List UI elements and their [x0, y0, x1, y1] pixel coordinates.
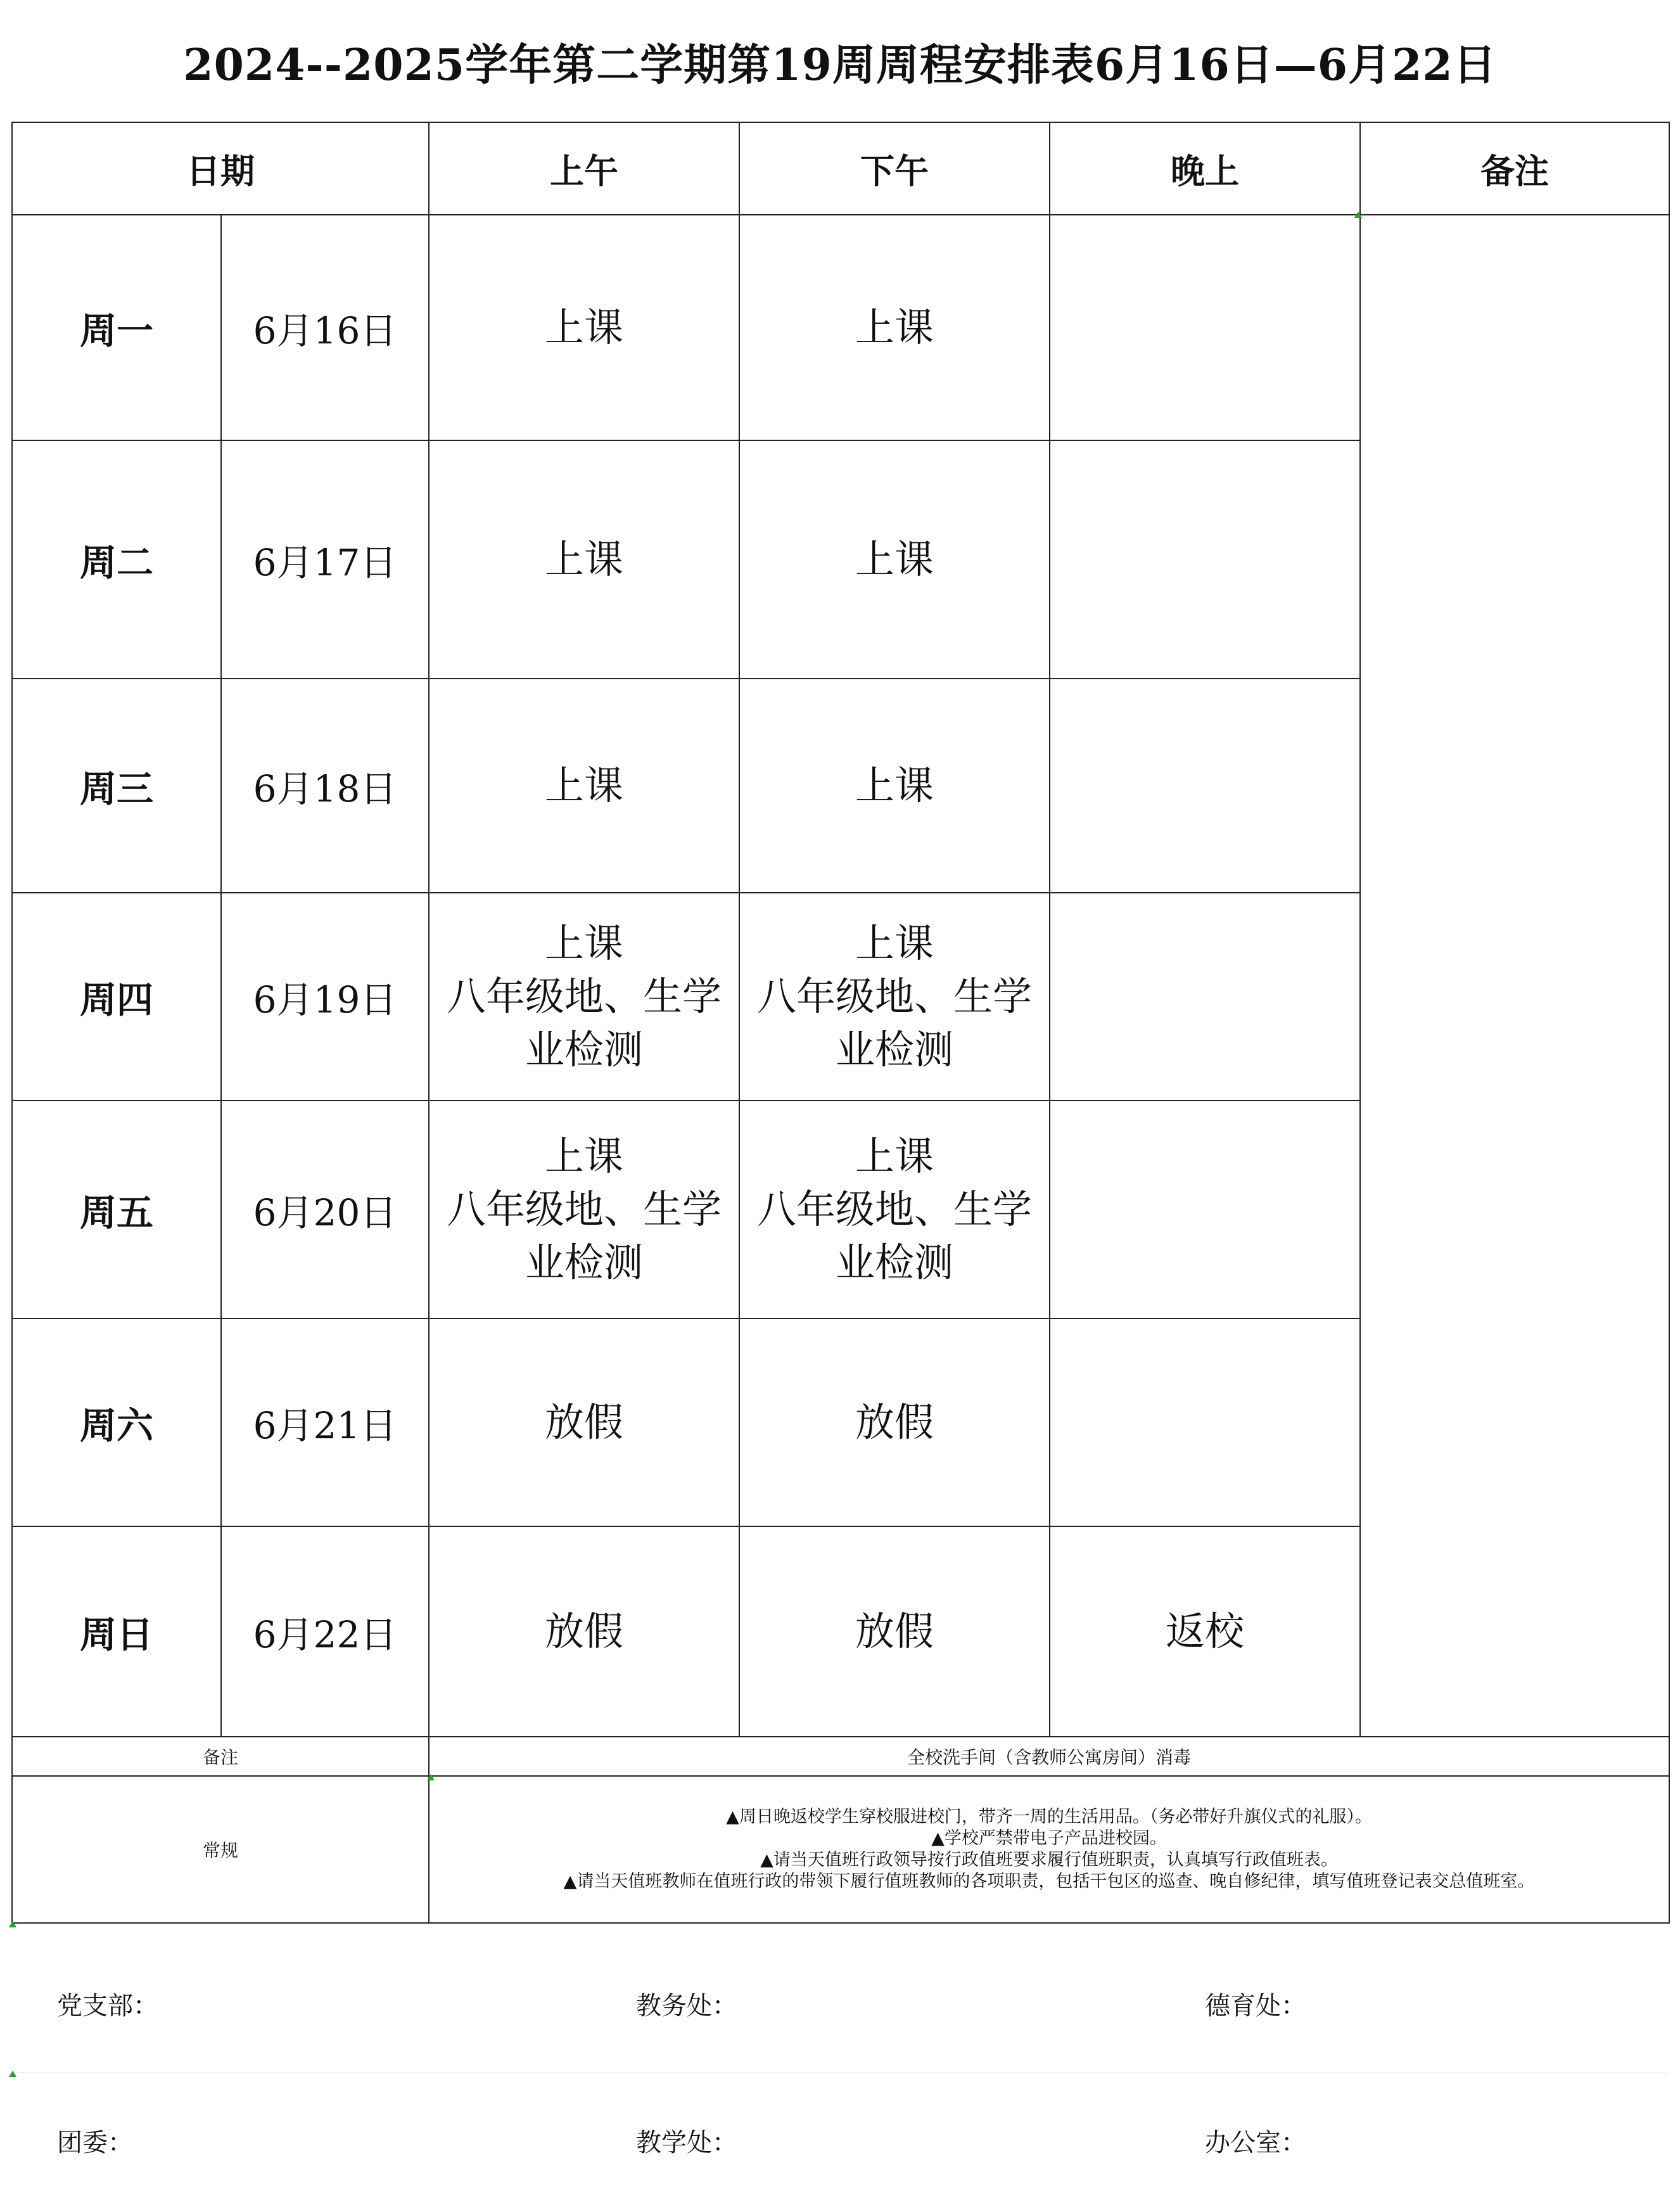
day-cell: 周一	[12, 215, 221, 440]
morning-line: 放假	[544, 1608, 623, 1654]
header-morning: 上午	[429, 122, 739, 215]
date-cell: 6月18日	[221, 679, 429, 893]
routine-label: 常规	[12, 1776, 429, 1923]
day-cell: 周四	[12, 893, 221, 1101]
afternoon-line: 上课	[855, 920, 934, 966]
header-evening: 晚上	[1050, 122, 1360, 215]
evening-cell	[1050, 215, 1360, 440]
afternoon-cell	[739, 893, 1050, 1101]
footer-separator	[11, 2072, 1669, 2073]
table-row	[12, 215, 1669, 440]
evening-cell: 返校	[1050, 1526, 1360, 1737]
schedule-sheet	[11, 0, 1669, 2199]
afternoon-line: 上课	[855, 1133, 934, 1179]
day-cell: 周六	[12, 1319, 221, 1526]
morning-line: 上课	[544, 920, 623, 966]
morning-line: 业检测	[525, 1239, 643, 1286]
signature-general-office: 办公室：	[1205, 2128, 1306, 2157]
cell-marker-icon	[9, 2071, 16, 2077]
morning-line: 上课	[544, 762, 623, 808]
afternoon-cell	[739, 1319, 1050, 1526]
routine-line: ▲周日晚返校学生穿校服进校门，带齐一周的生活用品。（务必带好升旗仪式的礼服）。	[726, 1807, 1372, 1827]
cell-marker-icon	[1354, 212, 1362, 218]
evening-cell	[1050, 893, 1360, 1101]
date-cell: 6月19日	[221, 893, 429, 1101]
afternoon-cell	[739, 440, 1050, 679]
remarks-column	[1360, 215, 1669, 1737]
afternoon-line: 放假	[855, 1399, 934, 1445]
afternoon-line: 上课	[855, 304, 934, 350]
afternoon-line: 上课	[855, 536, 934, 582]
morning-cell	[429, 893, 739, 1101]
signature-moral-education: 德育处：	[1205, 1991, 1306, 2021]
signature-teaching-office: 教学处：	[636, 2128, 737, 2157]
afternoon-cell	[739, 679, 1050, 893]
day-cell: 周二	[12, 440, 221, 679]
morning-cell	[429, 679, 739, 893]
date-cell: 6月22日	[221, 1526, 429, 1737]
routine-line: ▲学校严禁带电子产品进校园。	[931, 1829, 1167, 1848]
routine-line: ▲请当天值班行政领导按行政值班要求履行值班职责，认真填写行政值班表。	[760, 1850, 1338, 1870]
afternoon-line: 八年级地、生学	[756, 1186, 1032, 1232]
morning-line: 八年级地、生学	[446, 973, 722, 1019]
morning-line: 放假	[544, 1399, 623, 1445]
afternoon-line: 业检测	[835, 1239, 953, 1286]
header-remarks: 备注	[1360, 122, 1669, 215]
afternoon-cell	[739, 215, 1050, 440]
date-cell: 6月20日	[221, 1101, 429, 1319]
date-cell: 6月17日	[221, 440, 429, 679]
morning-line: 上课	[544, 536, 623, 582]
schedule-table	[11, 122, 1670, 1924]
afternoon-line: 放假	[855, 1608, 934, 1654]
date-cell: 6月16日	[221, 215, 429, 440]
routine-notes	[429, 1776, 1669, 1923]
morning-cell	[429, 1526, 739, 1737]
afternoon-line: 业检测	[835, 1026, 953, 1073]
signature-youth-league: 团委：	[57, 2128, 133, 2157]
day-cell: 周日	[12, 1526, 221, 1737]
morning-cell	[429, 215, 739, 440]
cell-marker-icon	[427, 1774, 435, 1780]
cell-marker-icon	[9, 1921, 16, 1927]
header-row	[12, 122, 1669, 215]
evening-cell	[1050, 679, 1360, 893]
evening-cell	[1050, 1101, 1360, 1319]
morning-line: 业检测	[525, 1026, 643, 1073]
routine-line: ▲请当天值班教师在值班行政的带领下履行值班教师的各项职责，包括干包区的巡查、晚自修纪律，填写值班登记表交总值班室。	[563, 1872, 1535, 1891]
morning-cell	[429, 1101, 739, 1319]
day-cell: 周五	[12, 1101, 221, 1319]
morning-cell	[429, 1319, 739, 1526]
morning-cell	[429, 440, 739, 679]
evening-cell	[1050, 440, 1360, 679]
remark-text: 全校洗手间（含教师公寓房间）消毒	[429, 1737, 1669, 1776]
day-cell: 周三	[12, 679, 221, 893]
evening-cell	[1050, 1319, 1360, 1526]
signature-party-branch: 党支部：	[57, 1991, 158, 2021]
afternoon-cell	[739, 1526, 1050, 1737]
remark-label: 备注	[12, 1737, 429, 1776]
page-title: 2024--2025学年第二学期第19周周程安排表6月16日—6月22日	[183, 39, 1497, 91]
header-afternoon: 下午	[739, 122, 1050, 215]
afternoon-line: 八年级地、生学	[756, 973, 1032, 1019]
signature-academic-office: 教务处：	[636, 1991, 737, 2021]
header-date: 日期	[12, 122, 429, 215]
date-cell: 6月21日	[221, 1319, 429, 1526]
remark-row	[12, 1737, 1669, 1776]
routine-row	[12, 1776, 1669, 1923]
morning-line: 上课	[544, 304, 623, 350]
morning-line: 八年级地、生学	[446, 1186, 722, 1232]
afternoon-line: 上课	[855, 762, 934, 808]
morning-line: 上课	[544, 1133, 623, 1179]
afternoon-cell	[739, 1101, 1050, 1319]
